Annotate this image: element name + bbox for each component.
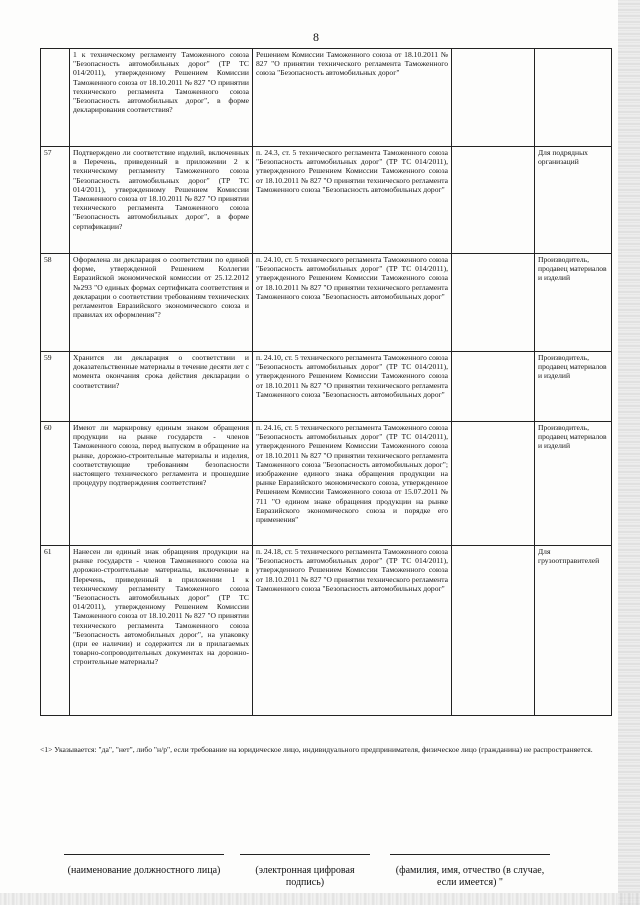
row-number: 57 <box>41 147 70 254</box>
note-cell: Для грузоотправителей <box>535 546 612 716</box>
row-number: 59 <box>41 352 70 422</box>
row-number <box>41 49 70 147</box>
requirement-cell: Нанесен ли единый знак обращения продукции на рынке государств - членов Таможенного союза на дорожно-строительные материалы, включенные в Перечень, приведенный в приложении 1 к техническому регламенту Таможенного союза "Безопасность автомобильных дорог" (ТР ТС 014/2011), утвержденному Решением Комиссии Таможенного союза от 18.10.2011 № 827 "О принятии технического регламента Таможенного союза "Безопасность автомобильных дорог", на упаковку (при ее наличии) и содержится ли в прилагаемых товарно-сопроводительных документах на дорожно-строительные материалы? <box>70 546 253 716</box>
digital-signature-line <box>240 854 370 855</box>
table-row <box>41 422 612 546</box>
table-row <box>41 254 612 352</box>
position-caption: (наименование должностного лица) <box>67 865 221 876</box>
requirement-cell: Хранится ли декларация о соответствии и доказательственные материалы в течение десяти лет с момента окончания срока действия декларации о соответствии? <box>70 352 253 422</box>
reference-cell: п. 24.10, ст. 5 технического регламента Таможенного союза "Безопасность автомобильных дорог" (ТР ТС 014/2011), утвержденного Решением Комиссии Таможенного союза от 18.10.2011 № 827 "О принятии технического регламента Таможенного союза "Безопасность автомобильных дорог" <box>253 254 452 352</box>
row-number: 61 <box>41 546 70 716</box>
answer-cell <box>452 352 535 422</box>
reference-cell: п. 24.18, ст. 5 технического регламента Таможенного союза "Безопасность автомобильных дорог" (ТР ТС 014/2011), утвержденного Решением Комиссии Таможенного союза от 18.10.2011 № 827 "О принятии технического регламента Таможенного союза "Безопасность автомобильных дорог" <box>253 546 452 716</box>
scan-edge-artifact <box>618 0 640 905</box>
requirement-cell: Подтверждено ли соответствие изделий, включенных в Перечень, приведенный в приложении 2 к техническому регламенту Таможенного союза "Безопасность автомобильных дорог" (ТР ТС 014/2011), утвержденному Решением Комиссии Таможенного союза от 18.10.2011 № 827 "О принятии технического регламента Таможенного союза "Безопасность автомобильных дорог", в форме сертификации? <box>70 147 253 254</box>
note-cell: Производитель, продавец материалов и изделий <box>535 254 612 352</box>
row-number: 60 <box>41 422 70 546</box>
answer-cell <box>452 254 535 352</box>
note-cell <box>535 49 612 147</box>
requirement-cell: 1 к техническому регламенту Таможенного союза "Безопасность автомобильных дорог" (ТР ТС 014/2011), утвержденному Решением Комиссии Таможенного союза от 18.10.2011 № 827 "О принятии технического регламента Таможенного союза "Безопасность автомобильных дорог", в форме декларирования соответствия? <box>70 49 253 147</box>
note-cell: Производитель, продавец материалов и изделий <box>535 422 612 546</box>
reference-cell: п. 24.3, ст. 5 технического регламента Таможенного союза "Безопасность автомобильных дорог" (ТР ТС 014/2011), утвержденного Решением Комиссии Таможенного союза от 18.10.2011 № 827 "О принятии технического регламента Таможенного союза "Безопасность автомобильных дорог" <box>253 147 452 254</box>
table-row <box>41 352 612 422</box>
checklist-table <box>40 48 612 716</box>
answer-cell <box>452 147 535 254</box>
position-signature-line <box>64 854 224 855</box>
requirement-cell: Имеют ли маркировку единым знаком обращения продукции на рынке государств - членов Таможенного союза, перед выпуском в обращение на рынке, дорожно-строительные материалы и изделия, соответствующие требованиям безопасности настоящего технического регламента и прошедшие процедуру подтверждения соответствия? <box>70 422 253 546</box>
requirement-cell: Оформлена ли декларация о соответствии по единой форме, утвержденной Решением Коллегии Евразийской экономической комиссии от 25.12.2012 №293 "О единых формах сертификата соответствия и декларации о соответствии требованиям технических регламентов Евразийского экономического союза и правилах их оформления"? <box>70 254 253 352</box>
footnote: <1> Указывается: "да", "нет", либо "н/р", если требование на юридическое лицо, индивидуального предпринимателя, физическое лицо (гражданина) не распространяется. <box>40 745 593 754</box>
full-name-signature-line <box>390 854 550 855</box>
answer-cell <box>452 422 535 546</box>
reference-cell: п. 24.16, ст. 5 технического регламента Таможенного союза "Безопасность автомобильных дорог" (ТР ТС 014/2011), утвержденного Решением Комиссии Таможенного союза от 18.10.2011 № 827 "О принятии технического регламента Таможенного союза "Безопасность автомобильных дорог"; изображение единого знака обращения продукции на рынке Евразийского экономического союза, утвержденное Решением Комиссии Таможенного союза от 15.07.2011 № 711 "О едином знаке обращения продукции на рынке Евразийского экономического союза и порядке его применения" <box>253 422 452 546</box>
table-row <box>41 147 612 254</box>
row-number: 58 <box>41 254 70 352</box>
answer-cell <box>452 49 535 147</box>
full-name-caption: (фамилия, имя, отчество (в случае, если имеется) " <box>395 865 545 888</box>
note-cell: Производитель, продавец материалов и изделий <box>535 352 612 422</box>
digital-signature-caption: (электронная цифровая подпись) <box>255 865 355 888</box>
answer-cell <box>452 546 535 716</box>
table-row <box>41 546 612 716</box>
reference-cell: Решением Комиссии Таможенного союза от 18.10.2011 № 827 "О принятии технического регламента Таможенного союза "Безопасность автомобильных дорог" <box>253 49 452 147</box>
note-cell: Для подрядных организаций <box>535 147 612 254</box>
scan-bottom-artifact <box>0 893 640 905</box>
table-row <box>41 49 612 147</box>
reference-cell: п. 24.10, ст. 5 технического регламента Таможенного союза "Безопасность автомобильных дорог" (ТР ТС 014/2011), утвержденного Решением Комиссии Таможенного союза от 18.10.2011 № 827 "О принятии технического регламента Таможенного союза "Безопасность автомобильных дорог" <box>253 352 452 422</box>
page-number: 8 <box>313 30 319 44</box>
